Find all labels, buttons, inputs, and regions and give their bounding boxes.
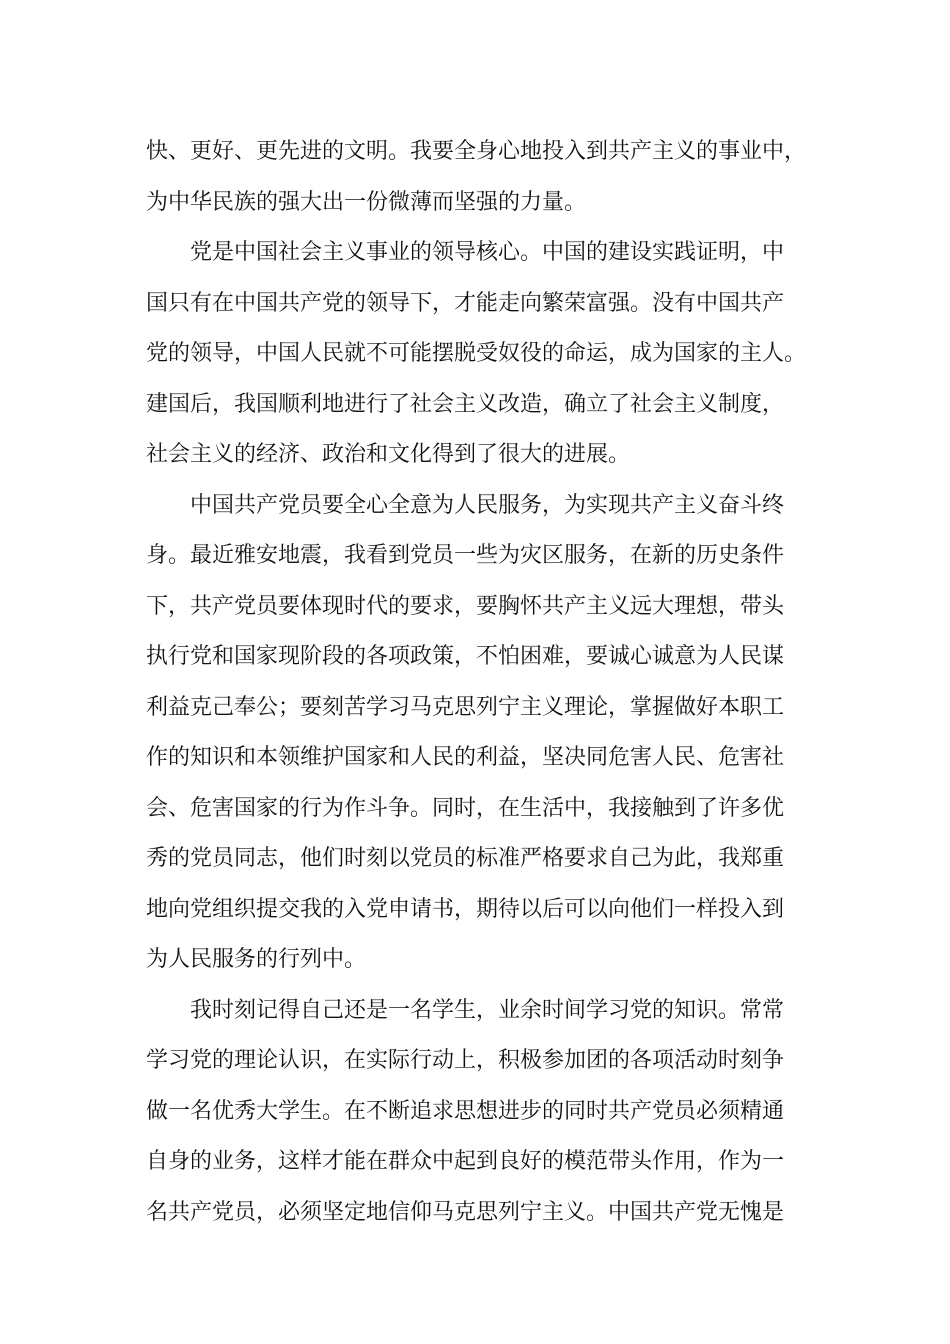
text-line: 会、危害国家的行为作斗争。同时，在生活中，我接触到了许多优: [146, 795, 785, 821]
paragraph: [146, 986, 810, 1239]
text-line: 建国后，我国顺利地进行了社会主义改造，确立了社会主义制度，: [146, 391, 785, 417]
paragraph: [146, 228, 810, 481]
text-line: 身。最近雅安地震，我看到党员一些为灾区服务，在新的历史条件: [146, 543, 785, 568]
text-line: 利益克己奉公；要刻苦学习马克思列宁主义理论，掌握做好本职工: [146, 694, 785, 720]
text-line: 党是中国社会主义事业的领导核心。中国的建设实践证明，中: [190, 240, 785, 265]
text-line: 为人民服务的行列中。: [146, 947, 367, 972]
text-line: 执行党和国家现阶段的各项政策，不怕困难，要诚心诚意为人民谋: [146, 644, 785, 669]
paragraph: [146, 481, 810, 986]
text-line: 名共产党员，必须坚定地信仰马克思列宁主义。中国共产党无愧是: [146, 1199, 785, 1225]
text-line: 做一名优秀大学生。在不断追求思想进步的同时共产党员必须精通: [146, 1098, 785, 1124]
text-line: 快、更好、更先进的文明。我要全身心地投入到共产主义的事业中，: [146, 139, 807, 164]
text-line: 作的知识和本领维护国家和人民的利益，坚决同危害人民、危害社: [146, 745, 785, 770]
text-line: 下，共产党员要体现时代的要求，要胸怀共产主义远大理想，带头: [146, 593, 785, 619]
paragraph: [146, 127, 810, 228]
document-body: [146, 127, 810, 1238]
text-line: 中国共产党员要全心全意为人民服务，为实现共产主义奋斗终: [190, 492, 785, 518]
text-line: 社会主义的经济、政治和文化得到了很大的进展。: [146, 442, 631, 467]
text-line: 地向党组织提交我的入党申请书，期待以后可以向他们一样投入到: [146, 896, 785, 922]
text-line: 学习党的理论认识，在实际行动上，积极参加团的各项活动时刻争: [146, 1048, 785, 1073]
text-line: 自身的业务，这样才能在群众中起到良好的模范带头作用，作为一: [146, 1149, 785, 1174]
text-line: 为中华民族的强大出一份微薄而坚强的力量。: [146, 189, 587, 215]
text-line: 国只有在中国共产党的领导下，才能走向繁荣富强。没有中国共产: [146, 290, 785, 316]
text-line: 秀的党员同志，他们时刻以党员的标准严格要求自己为此，我郑重: [146, 846, 785, 871]
text-line: 我时刻记得自己还是一名学生，业余时间学习党的知识。常常: [190, 997, 785, 1023]
text-line: 党的领导，中国人民就不可能摆脱受奴役的命运，成为国家的主人。: [146, 341, 807, 366]
